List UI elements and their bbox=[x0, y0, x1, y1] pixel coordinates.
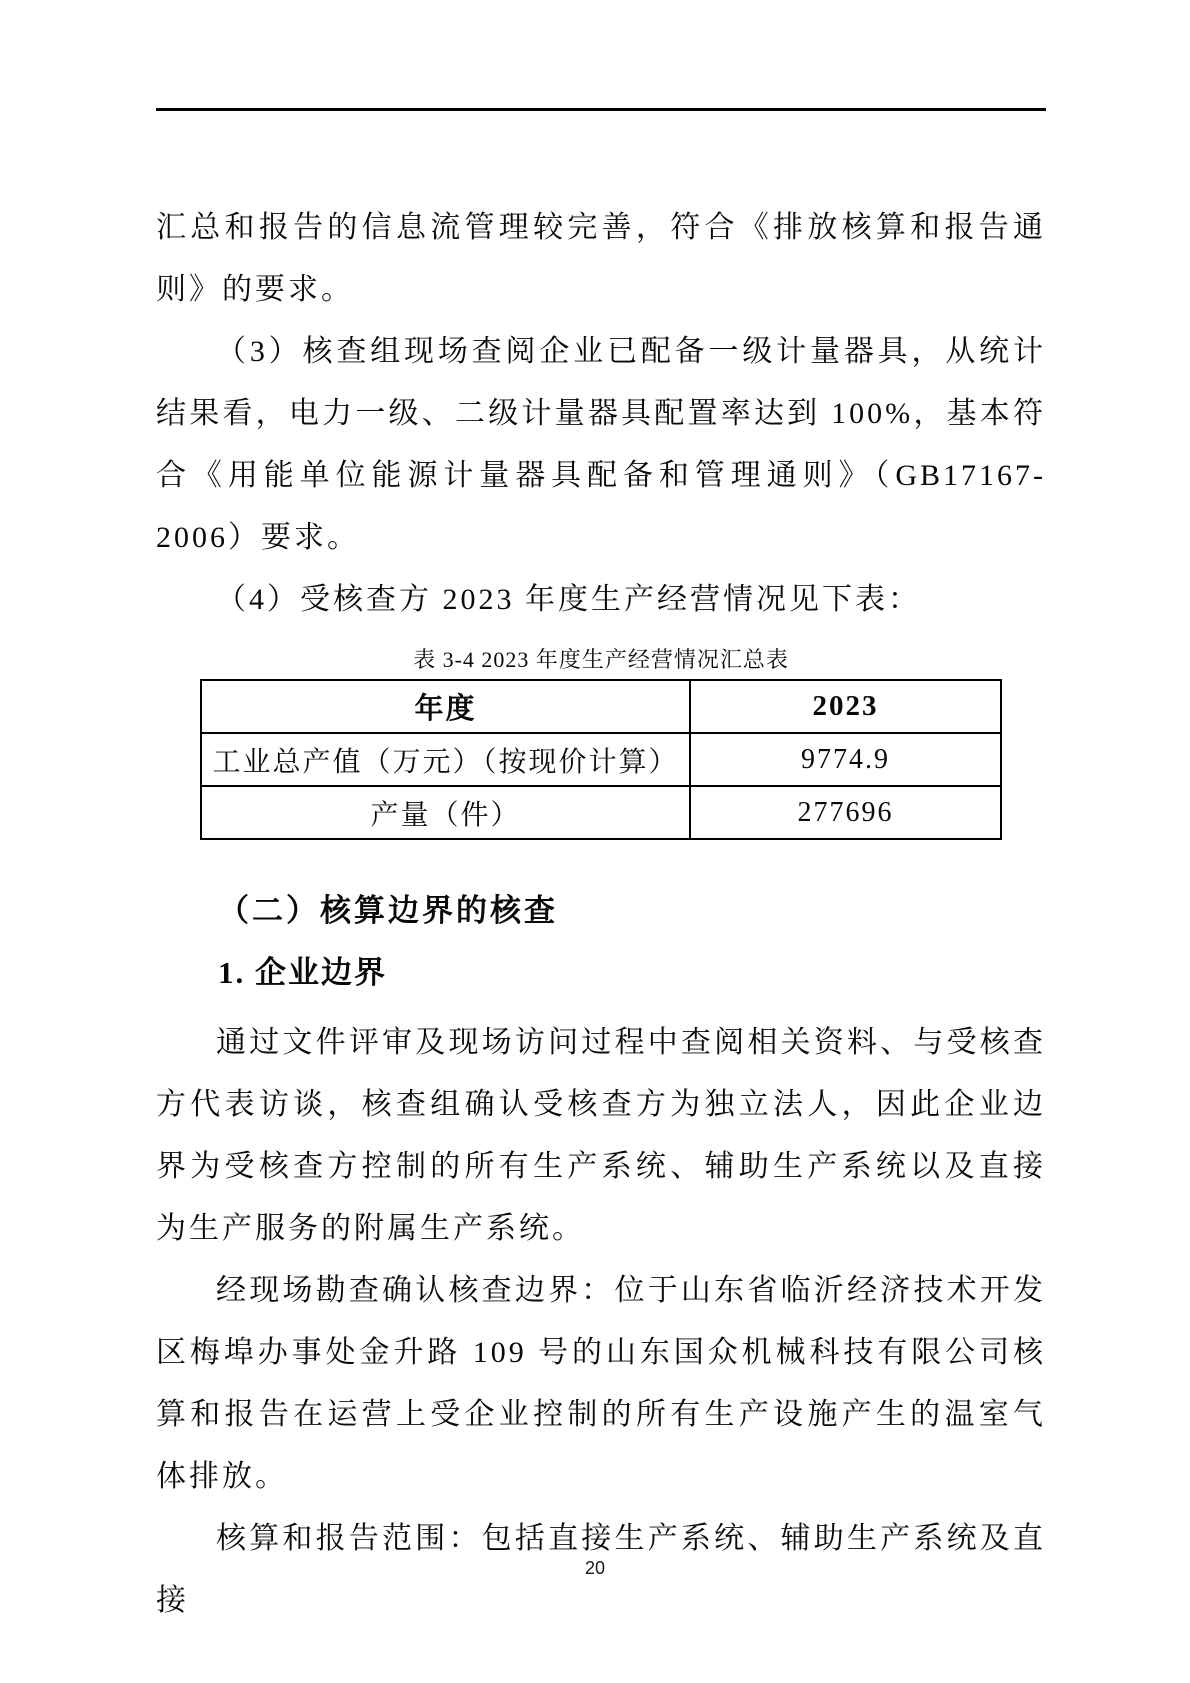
table-cell-output-value: 9774.9 bbox=[690, 733, 1001, 786]
paragraph-item-3-metering: （3）核查组现场查阅企业已配备一级计量器具，从统计结果看，电力一级、二级计量器具配置率达到 100%，基本符合《用能单位能源计量器具配备和管理通则》（GB17167-2006）要求。 bbox=[156, 335, 1046, 554]
table-header-year: 年度 bbox=[201, 680, 690, 733]
table-cell-output-value-label: 工业总产值（万元）（按现价计算） bbox=[201, 733, 690, 786]
table-cell-quantity-value: 277696 bbox=[690, 786, 1001, 839]
table-header-row bbox=[201, 680, 1001, 733]
paragraph-info-flow: 汇总和报告的信息流管理较完善，符合《排放核算和报告通则》的要求。 bbox=[156, 211, 1046, 306]
paragraph-item-4-production: （4）受核查方 2023 年度生产经营情况见下表： bbox=[216, 583, 921, 616]
page-content bbox=[156, 108, 1046, 1632]
paragraph-site-boundary: 经现场勘查确认核查边界：位于山东省临沂经济技术开发区梅埠办事处金升路 109 号的山东国众机械科技有限公司核算和报告在运营上受企业控制的所有生产设施产生的温室气体排放。 bbox=[156, 1274, 1046, 1493]
paragraph-accounting-scope: 核算和报告范围：包括直接生产系统、辅助生产系统及直接 bbox=[156, 1522, 1046, 1617]
table-cell-quantity-label: 产量（件） bbox=[201, 786, 690, 839]
page-number: 20 bbox=[584, 1558, 606, 1578]
paragraph-enterprise-boundary: 通过文件评审及现场访问过程中查阅相关资料、与受核查方代表访谈，核查组确认受核查方为独立法人，因此企业边界为受核查方控制的所有生产系统、辅助生产系统以及直接为生产服务的附属生产系统。 bbox=[156, 1026, 1046, 1245]
section-heading-boundary-verification: （二）核算边界的核查 bbox=[218, 893, 558, 928]
table-row-quantity bbox=[201, 786, 1001, 839]
subsection-heading-enterprise-boundary: 1. 企业边界 bbox=[218, 955, 387, 990]
header-rule bbox=[156, 108, 1046, 111]
table-caption: 表 3-4 2023 年度生产经营情况汇总表 bbox=[413, 647, 789, 672]
table-row-output-value bbox=[201, 733, 1001, 786]
production-summary-table bbox=[200, 679, 1002, 840]
table-header-2023: 2023 bbox=[690, 680, 1001, 733]
